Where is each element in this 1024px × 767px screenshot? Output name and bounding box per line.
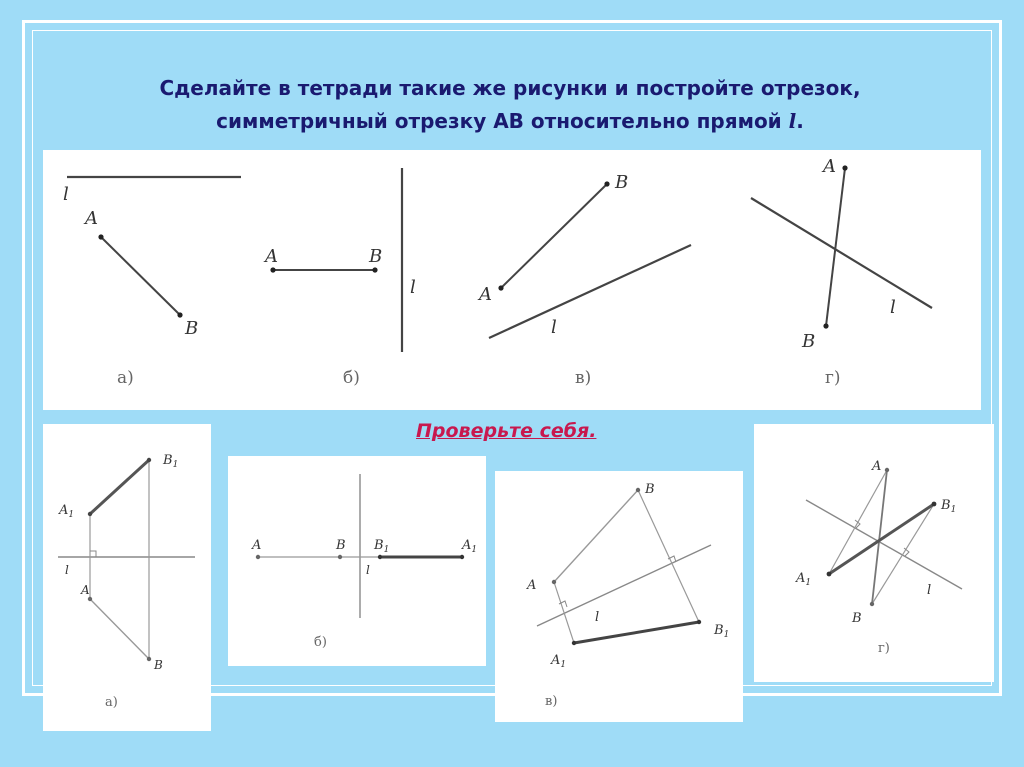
answer-b-label-b1: $B_1$ (374, 538, 390, 555)
answer-panel-b (228, 456, 486, 666)
answer-g-label-a: A (872, 459, 882, 474)
answer-a-point-b (147, 657, 151, 661)
answer-b-label-a1: $A_1$ (462, 538, 478, 555)
task-diagrams (43, 150, 981, 410)
task-g-point-b (823, 323, 828, 328)
answer-a-diagram (43, 424, 211, 731)
task-v (477, 172, 691, 388)
answer-g-point-b (870, 602, 874, 606)
answer-g-diagram (754, 424, 994, 682)
answer-v-label-a: A (527, 578, 537, 593)
task-a-label-b: B (185, 318, 199, 339)
answer-b-caption: б) (314, 635, 327, 650)
answer-b-label-a: A (252, 538, 262, 553)
answer-b-diagram (228, 456, 486, 666)
task-b-caption: б) (343, 368, 360, 388)
task-v-segment-ab (501, 184, 607, 288)
task-a-caption: а) (117, 368, 134, 388)
answer-g-label-b1: $B_1$ (941, 498, 957, 515)
task-v-label-b: B (615, 172, 629, 193)
task-v-label-l: l (551, 317, 557, 338)
task-v-label-a: A (479, 284, 492, 305)
answer-v-label-b: B (645, 482, 655, 497)
task-a-point-a (98, 234, 103, 239)
answer-a-point-b1 (147, 458, 151, 462)
task-panel (43, 150, 981, 410)
answer-a-label-a: A (81, 583, 90, 597)
answer-v-segment-a1b1 (574, 622, 699, 643)
answer-b-label-l: l (366, 563, 370, 577)
answer-v-point-b1 (697, 620, 701, 624)
slide-title (60, 72, 960, 138)
answer-v-label-a1: $A_1$ (551, 653, 567, 670)
answer-a-label-a1: $A_1$ (59, 503, 75, 520)
title-line-1: Сделайте в тетради такие же рисунки и постройте отрезок, (159, 76, 861, 100)
title-line-variable: l (788, 109, 797, 133)
answer-g-caption: г) (878, 641, 890, 656)
task-b-point-b (372, 267, 377, 272)
answer-v-label-l: l (595, 610, 600, 625)
task-v-line-l (489, 245, 691, 338)
answer-v-line-l (537, 545, 711, 626)
answer-b-point-a1 (460, 555, 464, 559)
answer-v-point-a1 (572, 641, 576, 645)
answer-v-point-a (552, 580, 556, 584)
answer-b-point-b1 (378, 555, 382, 559)
answer-g-point-b1 (932, 502, 937, 507)
task-a-point-b (177, 312, 182, 317)
task-v-caption: в) (575, 368, 592, 388)
task-g-segment-ab (826, 168, 845, 326)
task-g (751, 156, 932, 388)
answer-g-label-a1: $A_1$ (796, 571, 812, 588)
task-g-caption: г) (825, 368, 841, 388)
answer-v-perp-a (554, 582, 574, 643)
answer-v-label-b1: $B_1$ (714, 623, 730, 640)
answer-g-label-l: l (927, 583, 932, 598)
answer-panel-v (495, 471, 743, 722)
answer-g-label-b: B (852, 611, 862, 626)
task-a (63, 177, 241, 388)
task-a-segment-ab (101, 237, 180, 315)
answer-v-diagram (495, 471, 743, 722)
answer-a-right-angle (90, 551, 96, 557)
answer-a-point-a1 (88, 512, 92, 516)
answer-a-segment-a1b1 (90, 460, 149, 514)
answer-v-point-b (636, 488, 640, 492)
task-a-label-l: l (63, 184, 69, 205)
task-b-label-l: l (410, 277, 416, 298)
task-g-line-l (751, 198, 932, 308)
task-g-label-l: l (890, 297, 896, 318)
answer-a-segment-ab (90, 599, 149, 659)
check-yourself-link[interactable]: Проверьте себя. (416, 420, 597, 442)
task-v-point-a (498, 285, 503, 290)
task-b (263, 168, 416, 388)
answer-a-label-l: l (65, 563, 69, 577)
task-b-label-b: B (369, 246, 383, 267)
answer-b-label-b: B (336, 538, 346, 553)
task-v-point-b (604, 181, 609, 186)
answer-b-point-b (338, 555, 342, 559)
task-a-label-a: A (85, 208, 98, 229)
answer-a-label-b: B (154, 658, 163, 672)
answer-b-point-a (256, 555, 260, 559)
answer-panel-a (43, 424, 211, 731)
answer-a-point-a (88, 597, 92, 601)
answer-g-point-a (885, 468, 889, 472)
task-g-point-a (842, 165, 847, 170)
answer-panel-g (754, 424, 994, 682)
answer-g-point-a1 (827, 572, 832, 577)
task-b-point-a (270, 267, 275, 272)
answer-v-segment-ab (554, 490, 638, 582)
answer-v-perp-b (638, 490, 699, 622)
title-line-2: симметричный отрезку АВ относительно прямой (216, 109, 789, 133)
answer-a-label-b1: $B_1$ (163, 453, 179, 470)
task-g-label-a: A (823, 156, 836, 177)
answer-a-caption: а) (105, 695, 118, 710)
answer-v-caption: в) (545, 694, 558, 709)
title-line-end: . (796, 109, 804, 133)
task-b-label-a: A (265, 246, 278, 267)
task-g-label-b: B (802, 331, 816, 352)
